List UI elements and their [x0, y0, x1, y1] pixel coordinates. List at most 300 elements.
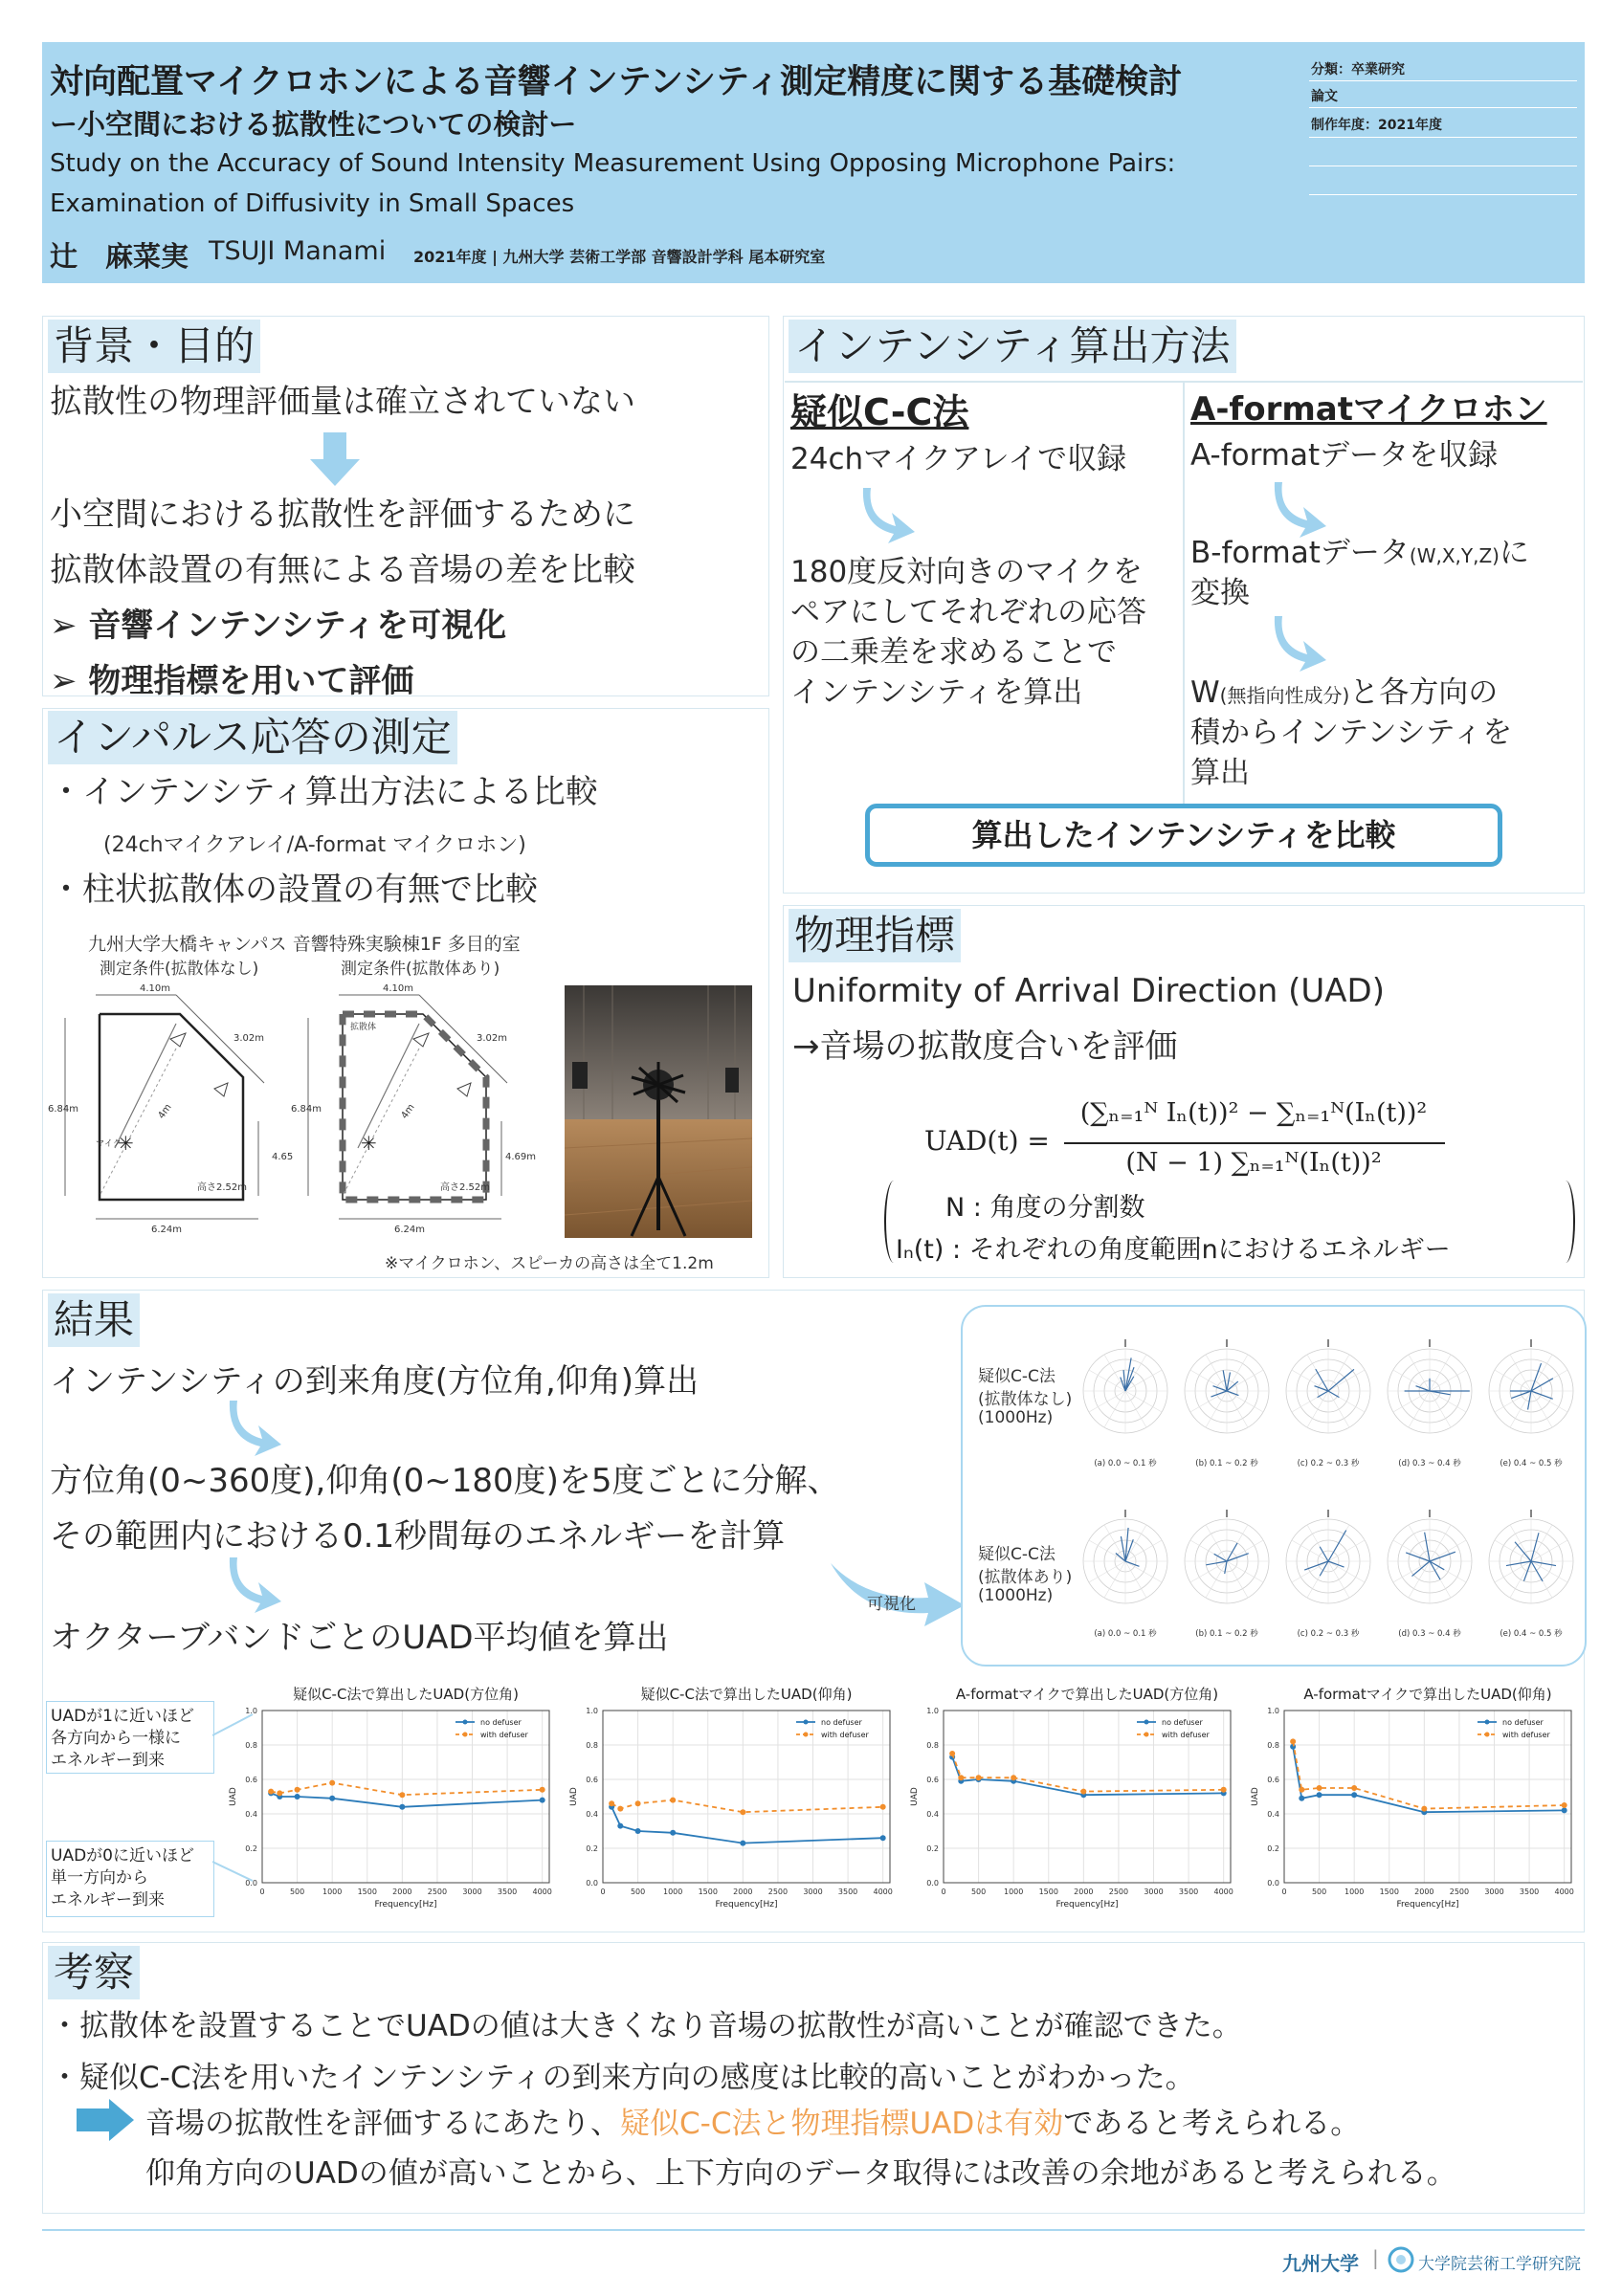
room-photo — [565, 985, 752, 1238]
x-axis-label: Frequency[Hz] — [374, 1900, 437, 1910]
chart-title: A-formatマイクで算出したUAD(仰角) — [1303, 1686, 1552, 1703]
data-point — [1317, 1792, 1322, 1798]
x-tick-label: 4000 — [532, 1888, 552, 1896]
polar-row-with-diffuser — [1076, 1492, 1583, 1655]
discussion-line3: 音場の拡散性を評価するにあたり、疑似C-C法と物理指標UADは有効であると考えられる。 — [145, 2107, 1361, 2141]
polar-grid-spoke — [1104, 1391, 1125, 1427]
col1-step2-2: ペアにしてそれぞれの応答 — [790, 595, 1146, 629]
y-tick-label: 0.2 — [1267, 1844, 1279, 1853]
note-low-line: 単一方向から — [51, 1868, 148, 1888]
x-tick-label: 1000 — [322, 1888, 343, 1896]
meta-divider — [1309, 107, 1577, 108]
col1-step2-1: 180度反対向きのマイクを — [790, 555, 1143, 589]
polar-grid-spoke — [1430, 1391, 1451, 1427]
legend-marker — [1144, 1733, 1149, 1737]
polar-grid-spoke — [1227, 1370, 1263, 1391]
data-point — [635, 1800, 641, 1806]
polar-grid-spoke — [1393, 1370, 1430, 1391]
polar-grid-spoke — [1510, 1525, 1531, 1561]
x-tick-label: 3500 — [497, 1888, 518, 1896]
data-point — [329, 1780, 335, 1786]
data-point — [277, 1790, 282, 1796]
legend-label: no defuser — [480, 1718, 522, 1727]
compare-box: 算出したインテンシティを比較 — [865, 804, 1502, 867]
polar-ray — [1531, 1363, 1542, 1391]
background-line1: 拡散性の物理評価量は確立されていない — [50, 383, 635, 421]
x-tick-label: 1500 — [1379, 1888, 1399, 1896]
x-tick-label: 1500 — [1038, 1888, 1058, 1896]
polar-grid-spoke — [1510, 1355, 1531, 1391]
polar-grid-spoke — [1104, 1561, 1125, 1598]
note-low-line: エネルギー到来 — [51, 1890, 165, 1910]
y-tick-label: 0.8 — [926, 1741, 939, 1750]
data-point — [880, 1804, 886, 1810]
legend-label: with defuser — [1502, 1731, 1550, 1739]
polar-grid-spoke — [1089, 1540, 1125, 1561]
meta-divider — [1309, 194, 1577, 195]
polar-ray — [1328, 1369, 1354, 1391]
results-line2: 方位角(0~360度),仰角(0~180度)を5度ごとに分解、 — [50, 1462, 840, 1500]
data-point — [540, 1798, 545, 1803]
y-tick-label: 0.8 — [586, 1741, 598, 1750]
y-tick-label: 1.0 — [245, 1707, 257, 1715]
curved-arrow-icon — [1273, 612, 1330, 673]
polar-grid-spoke — [1531, 1391, 1552, 1427]
polar-caption: (b) 0.1 ~ 0.2 秒 — [1195, 1629, 1258, 1639]
title-en-2: Examination of Diffusivity in Small Spaces — [50, 189, 575, 218]
x-tick-label: 0 — [600, 1888, 606, 1896]
series-line — [952, 1757, 1224, 1796]
polar-grid-spoke — [1409, 1561, 1430, 1598]
data-point — [617, 1806, 623, 1812]
polar-ray — [1316, 1369, 1328, 1391]
legend-label: with defuser — [1162, 1731, 1210, 1739]
x-tick-label: 2000 — [392, 1888, 412, 1896]
dim-bottom: 6.24m — [394, 1225, 426, 1235]
metric-name: Uniformity of Arrival Direction (UAD) — [792, 972, 1385, 1010]
polar-grid-spoke — [1125, 1561, 1162, 1582]
polar-ray — [1515, 1542, 1531, 1561]
dim-left: 6.84m — [291, 1104, 322, 1115]
results-line4: オクターブバンドごとのUAD平均値を算出 — [50, 1619, 669, 1657]
discussion-title: 考察 — [48, 1946, 140, 1999]
formula-fraction-line — [1064, 1142, 1445, 1144]
title-en-1: Study on the Accuracy of Sound Intensity Measurement Using Opposing Microphone Pairs: — [50, 149, 1176, 178]
dim-right: 4.69m — [505, 1152, 537, 1162]
note-high-line: UADが1に近いほど — [51, 1707, 194, 1726]
polar-plots — [1076, 1322, 1583, 1485]
formula-numerator: (∑ₙ₌₁ᴺ Iₙ(t))² − ∑ₙ₌₁ᴺ(Iₙ(t))² — [1079, 1098, 1428, 1128]
data-point — [949, 1751, 955, 1756]
legend-marker — [1485, 1720, 1490, 1725]
polar-grid-spoke — [1227, 1391, 1263, 1412]
data-point — [295, 1794, 300, 1799]
polar-grid-spoke — [1430, 1355, 1451, 1391]
background-line2: 小空間における拡散性を評価するために — [50, 496, 635, 534]
chart-title: A-formatマイクで算出したUAD(方位角) — [955, 1686, 1219, 1703]
polar-grid-spoke — [1227, 1561, 1263, 1582]
legend-label: with defuser — [821, 1731, 869, 1739]
background-title: 背景・目的 — [48, 320, 260, 373]
x-tick-label: 500 — [289, 1888, 305, 1896]
dim-height: 高さ2.52m — [197, 1182, 248, 1193]
footer-university: 九州大学 — [1282, 2252, 1359, 2275]
cond-none: 測定条件(拡散体なし) — [100, 960, 259, 979]
results-line3: その範囲内における0.1秒間毎のエネルギーを計算 — [50, 1517, 786, 1556]
legend-label: no defuser — [821, 1718, 862, 1727]
polar-grid-spoke — [1125, 1561, 1146, 1598]
x-tick-label: 0 — [259, 1888, 265, 1896]
results-title: 結果 — [48, 1293, 140, 1347]
data-point — [1080, 1789, 1086, 1795]
x-tick-label: 1000 — [1344, 1888, 1365, 1896]
results-line1: インテンシティの到来角度(方位角,仰角)算出 — [50, 1362, 700, 1401]
polar-ray — [1430, 1552, 1455, 1561]
x-tick-label: 3000 — [803, 1888, 823, 1896]
dim-height: 高さ2.52m — [440, 1182, 491, 1193]
polar-caption: (c) 0.2 ~ 0.3 秒 — [1297, 1459, 1360, 1468]
cond-with: 測定条件(拡散体あり) — [341, 960, 500, 979]
data-point — [399, 1804, 405, 1810]
data-point — [635, 1828, 641, 1834]
polar-caption: (b) 0.1 ~ 0.2 秒 — [1195, 1459, 1258, 1468]
background-bullet2: ➢ 物理指標を用いて評価 — [50, 662, 414, 700]
y-tick-label: 0.6 — [1267, 1776, 1279, 1784]
data-point — [976, 1775, 982, 1780]
polar-grid-spoke — [1393, 1391, 1430, 1412]
polar-label-none-1: 疑似C-C法 — [978, 1367, 1055, 1386]
polar-caption: (a) 0.0 ~ 0.1 秒 — [1094, 1459, 1157, 1468]
x-tick-label: 2500 — [1449, 1888, 1470, 1896]
y-tick-label: 0.4 — [926, 1810, 939, 1819]
legend-marker — [1144, 1720, 1149, 1725]
data-point — [880, 1835, 886, 1841]
x-tick-label: 2500 — [1108, 1888, 1129, 1896]
data-point — [1290, 1738, 1296, 1744]
background-line3: 拡散体設置の有無による音場の差を比較 — [50, 551, 635, 589]
dim-diag: 3.02m — [233, 1033, 265, 1044]
polar-caption: (d) 0.3 ~ 0.4 秒 — [1398, 1629, 1461, 1639]
impulse-title: インパルス応答の測定 — [48, 711, 457, 764]
series-line — [1293, 1741, 1565, 1808]
curved-arrow-icon — [861, 484, 919, 545]
x-tick-label: 2500 — [427, 1888, 448, 1896]
polar-grid-spoke — [1227, 1561, 1248, 1598]
y-tick-label: 0.0 — [586, 1879, 598, 1888]
data-point — [1299, 1787, 1304, 1793]
col2-step3: W(無指向性成分)と各方向の — [1190, 675, 1499, 710]
dim-4m: 4m — [156, 1102, 174, 1121]
data-point — [617, 1823, 623, 1829]
polar-grid-spoke — [1206, 1561, 1227, 1598]
polar-plots — [1076, 1492, 1583, 1655]
x-tick-label: 2500 — [767, 1888, 789, 1896]
col2-step2: B-formatデータ(W,X,Y,Z)に — [1190, 536, 1529, 570]
col2-step3-e: 算出 — [1190, 756, 1250, 790]
polar-grid-spoke — [1125, 1540, 1162, 1561]
x-tick-label: 3000 — [1144, 1888, 1164, 1896]
polar-grid-spoke — [1125, 1391, 1146, 1427]
y-tick-label: 1.0 — [1267, 1707, 1279, 1715]
polar-grid-spoke — [1125, 1391, 1162, 1412]
col2-title: A-formatマイクロホン — [1190, 390, 1547, 429]
y-tick-label: 0.4 — [1267, 1810, 1279, 1819]
down-arrow-icon — [310, 432, 360, 488]
polar-grid-spoke — [1495, 1370, 1531, 1391]
y-tick-label: 0.6 — [586, 1776, 598, 1784]
x-tick-label: 0 — [941, 1888, 946, 1896]
polar-grid-spoke — [1510, 1561, 1531, 1598]
x-tick-label: 4000 — [1554, 1888, 1574, 1896]
legend-marker — [463, 1733, 468, 1737]
uad-chart-cc-elevation — [561, 1682, 905, 1932]
uad-chart-aformat-elevation — [1242, 1682, 1587, 1932]
y-tick-label: 0.2 — [245, 1844, 257, 1853]
data-point — [740, 1809, 745, 1815]
series-line — [952, 1754, 1224, 1792]
footer-school: 大学院芸術工学研究院 — [1418, 2255, 1581, 2274]
def-in: Iₙ(t) : それぞれの角度範囲nにおけるエネルギー — [896, 1235, 1451, 1265]
polar-ray — [1531, 1379, 1553, 1391]
polar-grid-spoke — [1393, 1561, 1430, 1582]
data-point — [1221, 1787, 1227, 1793]
polar-ray — [1531, 1391, 1553, 1399]
col1-step1: 24chマイクアレイで収録 — [790, 442, 1127, 476]
diffuser-label: 拡散体 — [350, 1023, 377, 1032]
data-point — [1562, 1807, 1567, 1813]
data-point — [1299, 1796, 1304, 1801]
polar-label-none-2: (拡散体なし) — [978, 1390, 1073, 1409]
room-name: 九州大学大橋キャンパス 音響特殊実験棟1F 多目的室 — [88, 934, 521, 955]
x-axis-label: Frequency[Hz] — [715, 1900, 778, 1910]
impulse-item1-sub: (24chマイクアレイ/A-format マイクロホン) — [103, 833, 526, 857]
polar-label-with-2: (拡散体あり) — [978, 1568, 1073, 1587]
x-axis-label: Frequency[Hz] — [1396, 1900, 1459, 1910]
polar-grid-spoke — [1089, 1391, 1125, 1412]
chart-title: 疑似C-C法で算出したUAD(仰角) — [640, 1686, 853, 1703]
col1-step2-3: の二乗差を求めることで — [790, 635, 1117, 670]
polar-ray — [1406, 1553, 1430, 1561]
col1-step2-4: インテンシティを算出 — [790, 675, 1083, 710]
data-point — [670, 1798, 676, 1803]
y-tick-label: 0.2 — [926, 1844, 939, 1853]
x-tick-label: 3500 — [837, 1888, 858, 1896]
y-tick-label: 0.0 — [1267, 1879, 1279, 1888]
polar-grid-spoke — [1430, 1370, 1466, 1391]
background-bullet1: ➢ 音響インテンシティを可視化 — [50, 607, 507, 645]
floorplan-with-diffuser — [289, 978, 576, 1247]
discussion-line1: ・拡散体を設置することでUADの値は大きくなり音場の拡散性が高いことが確認できた。 — [50, 2009, 1242, 2043]
polar-grid-spoke — [1531, 1540, 1567, 1561]
polar-row-no-diffuser — [1076, 1322, 1583, 1485]
x-tick-label: 2000 — [733, 1888, 753, 1896]
legend-marker — [1485, 1733, 1490, 1737]
svg-text:✳: ✳ — [361, 1132, 377, 1155]
polar-grid-spoke — [1328, 1355, 1349, 1391]
y-axis-label: UAD — [569, 1787, 579, 1806]
polar-grid-spoke — [1409, 1355, 1430, 1391]
data-point — [958, 1775, 964, 1780]
x-tick-label: 3000 — [462, 1888, 482, 1896]
legend-label: no defuser — [1162, 1718, 1203, 1727]
meta-divider — [1309, 137, 1577, 138]
y-tick-label: 0.0 — [926, 1879, 939, 1888]
y-tick-label: 0.8 — [1267, 1741, 1279, 1750]
polar-grid-spoke — [1495, 1391, 1531, 1412]
impulse-item1: ・インテンシティ算出方法による比較 — [50, 773, 598, 811]
dim-right: 4.65 — [272, 1152, 294, 1162]
data-point — [268, 1789, 274, 1795]
y-tick-label: 0.8 — [245, 1741, 257, 1750]
dim-bottom: 6.24m — [151, 1225, 183, 1235]
def-n: N : 角度の分割数 — [945, 1193, 1145, 1223]
polar-grid-spoke — [1190, 1370, 1227, 1391]
curved-arrow-icon — [228, 1397, 285, 1458]
data-point — [399, 1792, 405, 1798]
x-tick-label: 3500 — [1519, 1888, 1540, 1896]
formula-denominator: (N − 1) ∑ₙ₌₁ᴺ(Iₙ(t))² — [1125, 1148, 1382, 1178]
polar-ray — [1531, 1533, 1539, 1561]
meta-divider — [1309, 80, 1577, 81]
impulse-note: ※マイクロホン、スピーカの高さは全て1.2m — [385, 1254, 714, 1273]
formula-lhs: UAD(t) = — [924, 1125, 1050, 1157]
polar-grid-spoke — [1393, 1540, 1430, 1561]
data-point — [1011, 1775, 1016, 1780]
y-tick-label: 1.0 — [926, 1707, 939, 1715]
polar-grid-spoke — [1104, 1355, 1125, 1391]
col2-step1: A-formatデータを収録 — [1190, 438, 1499, 473]
col2-step3-d: 積からインテンシティを — [1190, 716, 1513, 750]
polar-label-with-3: (1000Hz) — [978, 1586, 1054, 1605]
floorplan-no-diffuser — [46, 978, 323, 1247]
series-line — [611, 1800, 883, 1813]
def-paren-right — [1556, 1181, 1575, 1263]
polar-grid-spoke — [1089, 1370, 1125, 1391]
series-line — [271, 1783, 543, 1796]
y-tick-label: 0.2 — [586, 1844, 598, 1853]
affiliation: 2021年度 | 九州大学 芸術工学部 音響設計学科 尾本研究室 — [413, 248, 826, 266]
polar-grid-spoke — [1206, 1391, 1227, 1427]
x-tick-label: 500 — [630, 1888, 646, 1896]
data-point — [329, 1796, 335, 1801]
impulse-item2: ・柱状拡散体の設置の有無で比較 — [50, 871, 538, 909]
note-low-line: UADが0に近いほど — [51, 1846, 194, 1866]
y-tick-label: 0.4 — [245, 1810, 257, 1819]
legend-marker — [804, 1733, 809, 1737]
polar-grid-spoke — [1531, 1525, 1552, 1561]
meta-year: 制作年度：2021年度 — [1311, 118, 1442, 133]
meta-category: 分類：卒業研究 — [1311, 62, 1405, 77]
polar-grid-spoke — [1190, 1391, 1227, 1412]
uad-chart-cc-azimuth — [220, 1682, 565, 1932]
legend-marker — [804, 1720, 809, 1725]
visualize-label: 可視化 — [867, 1595, 916, 1614]
chart-title: 疑似C-C法で算出したUAD(方位角) — [293, 1686, 519, 1703]
discussion-line2: ・疑似C-C法を用いたインテンシティの到来方向の感度は比較的高いことがわかった。 — [50, 2061, 1195, 2095]
polar-grid-spoke — [1430, 1525, 1451, 1561]
footer-divider — [42, 2229, 1585, 2231]
polar-grid-spoke — [1495, 1540, 1531, 1561]
data-point — [609, 1800, 614, 1806]
x-tick-label: 1500 — [357, 1888, 377, 1896]
x-tick-label: 1000 — [1003, 1888, 1024, 1896]
col1-title: 疑似C-C法 — [790, 391, 969, 433]
polar-grid-spoke — [1430, 1540, 1466, 1561]
mic-label: マイク — [96, 1139, 122, 1149]
right-arrow-icon — [77, 2099, 136, 2141]
metric-desc: →音場の拡散度合いを評価 — [792, 1027, 1178, 1066]
note-high-line: 各方向から一様に — [51, 1729, 181, 1748]
x-tick-label: 0 — [1281, 1888, 1287, 1896]
y-tick-label: 0.4 — [586, 1810, 598, 1819]
y-axis-label: UAD — [910, 1787, 920, 1806]
legend-label: with defuser — [480, 1731, 528, 1739]
title-jp: 対向配置マイクロホンによる音響インテンシティ測定精度に関する基礎検討 — [50, 63, 1183, 101]
dim-4m: 4m — [399, 1102, 417, 1121]
metric-title: 物理指標 — [789, 909, 961, 962]
x-tick-label: 4000 — [1213, 1888, 1233, 1896]
x-tick-label: 4000 — [873, 1888, 893, 1896]
x-tick-label: 2000 — [1074, 1888, 1094, 1896]
x-tick-label: 1500 — [698, 1888, 718, 1896]
x-tick-label: 1000 — [662, 1888, 683, 1896]
note-high-line: エネルギー到来 — [51, 1751, 165, 1770]
polar-ray — [1523, 1561, 1531, 1581]
meta-type: 論文 — [1311, 89, 1338, 104]
x-tick-label: 3500 — [1178, 1888, 1199, 1896]
note-uad-high — [46, 1701, 214, 1774]
uad-chart-aformat-azimuth — [901, 1682, 1246, 1932]
x-tick-label: 2000 — [1414, 1888, 1434, 1896]
polar-ray — [1511, 1391, 1531, 1399]
dim-top: 4.10m — [383, 983, 414, 994]
x-tick-label: 500 — [970, 1888, 987, 1896]
svg-text:✳: ✳ — [118, 1132, 134, 1155]
data-point — [295, 1787, 300, 1793]
polar-label-with-1: 疑似C-C法 — [978, 1545, 1055, 1564]
polar-ray — [1411, 1561, 1430, 1577]
polar-grid-spoke — [1089, 1561, 1125, 1582]
y-tick-label: 1.0 — [586, 1707, 598, 1715]
polar-caption: (c) 0.2 ~ 0.3 秒 — [1297, 1629, 1360, 1639]
y-axis-label: UAD — [1251, 1787, 1260, 1806]
discussion-line4: 仰角方向のUADの値が高いことから、上下方向のデータ取得には改善の余地があると考えられる。 — [145, 2156, 1456, 2191]
y-tick-label: 0.6 — [926, 1776, 939, 1784]
footer-separator: | — [1372, 2246, 1379, 2269]
data-point — [740, 1841, 745, 1846]
legend-label: no defuser — [1502, 1718, 1544, 1727]
data-point — [540, 1787, 545, 1793]
data-point — [1351, 1792, 1357, 1798]
subtitle-jp: ー小空間における拡散性についての検討ー — [50, 108, 577, 141]
data-point — [1351, 1785, 1357, 1791]
polar-label-none-3: (1000Hz) — [978, 1408, 1054, 1427]
polar-grid-spoke — [1531, 1391, 1567, 1412]
x-axis-label: Frequency[Hz] — [1055, 1900, 1119, 1910]
data-point — [1317, 1785, 1322, 1791]
curved-arrow-icon — [228, 1554, 285, 1615]
polar-grid-spoke — [1328, 1561, 1365, 1582]
dim-left: 6.84m — [48, 1104, 79, 1115]
school-logo-icon — [1388, 2246, 1414, 2273]
col2-step2-d: 変換 — [1190, 576, 1250, 610]
note-uad-low — [46, 1841, 214, 1917]
polar-caption: (a) 0.0 ~ 0.1 秒 — [1094, 1629, 1157, 1639]
polar-grid-spoke — [1328, 1370, 1365, 1391]
polar-grid-spoke — [1227, 1391, 1248, 1427]
method-title: インテンシティ算出方法 — [789, 320, 1236, 373]
curved-arrow-icon — [1273, 478, 1330, 540]
